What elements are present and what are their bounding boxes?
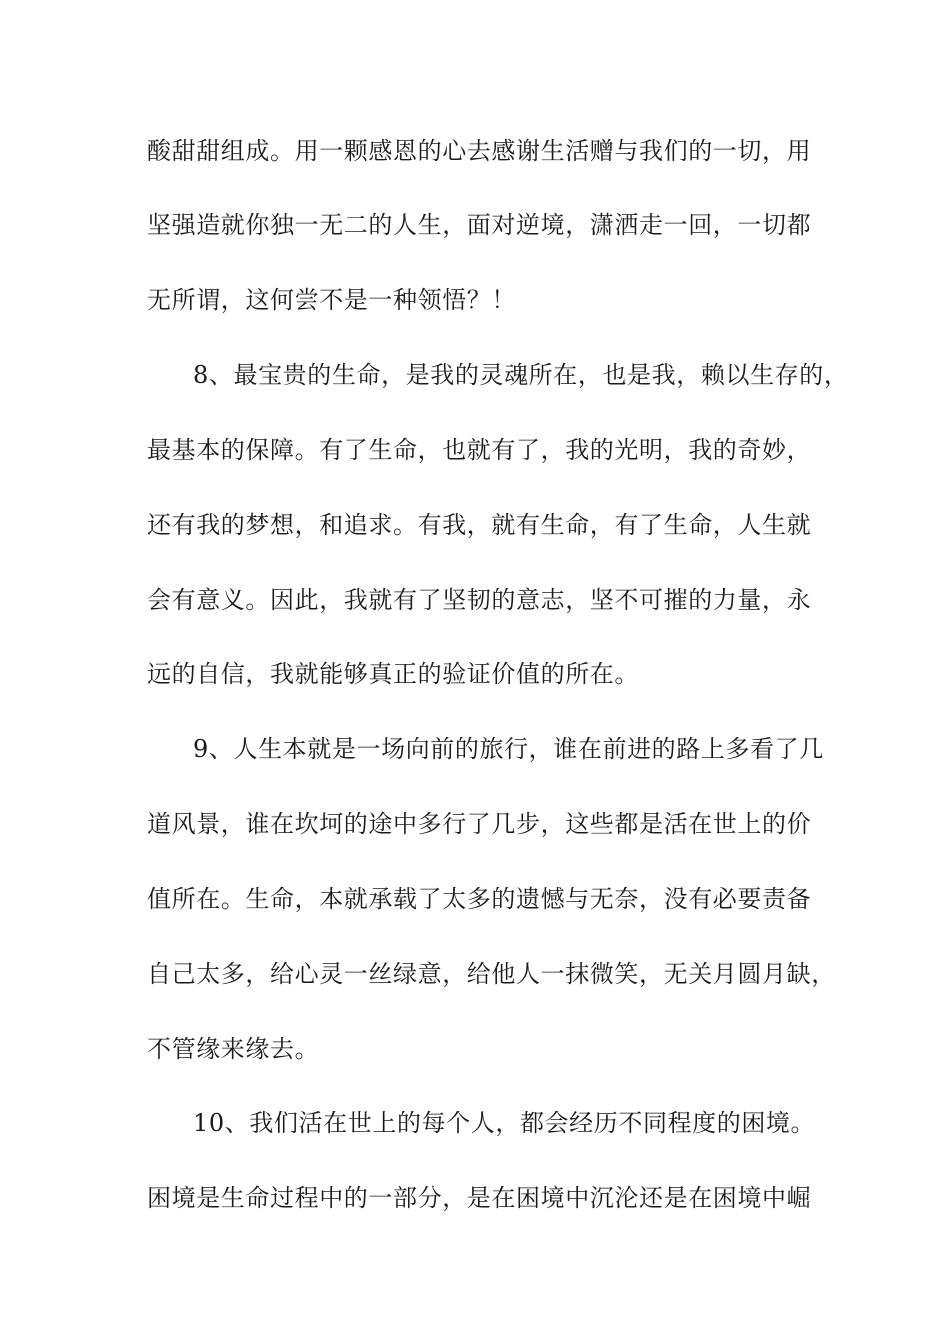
- text-line-12: 自己太多，给心灵一丝绿意，给他人一抹微笑，无关月圆月缺，: [147, 960, 836, 988]
- text-line-10: 道风景，谁在坎坷的途中多行了几步，这些都是活在世上的价: [147, 810, 812, 838]
- text-line-15: 困境是生命过程中的一部分，是在困境中沉沦还是在困境中崛: [147, 1184, 812, 1212]
- paragraph-10-start: 10、我们活在世上的每个人，都会经历不同程度的困境。: [193, 1109, 816, 1137]
- paragraph-9-start: 9、人生本就是一场向前的旅行，谁在前进的路上多看了几: [193, 735, 824, 763]
- paragraph-8-start: 8、最宝贵的生命，是我的灵魂所在，也是我，赖以生存的，: [193, 361, 849, 389]
- text-line-13: 不管缘来缘去。: [147, 1035, 320, 1063]
- text-line-7: 会有意义。因此，我就有了坚韧的意志，坚不可摧的力量，永: [147, 586, 812, 614]
- text-line-11: 值所在。生命，本就承载了太多的遗憾与无奈，没有必要责备: [147, 885, 812, 913]
- text-line-6: 还有我的梦想，和追求。有我，就有生命，有了生命，人生就: [147, 511, 812, 539]
- text-line-1: 酸甜甜组成。用一颗感恩的心去感谢生活赠与我们的一切，用: [147, 137, 812, 165]
- text-line-5: 最基本的保障。有了生命，也就有了，我的光明，我的奇妙，: [147, 436, 812, 464]
- text-line-2: 坚强造就你独一无二的人生，面对逆境，潇洒走一回，一切都: [147, 211, 812, 239]
- text-line-8: 远的自信，我就能够真正的验证价值的所在。: [147, 660, 639, 688]
- text-line-3: 无所谓，这何尝不是一种领悟？！: [147, 286, 516, 314]
